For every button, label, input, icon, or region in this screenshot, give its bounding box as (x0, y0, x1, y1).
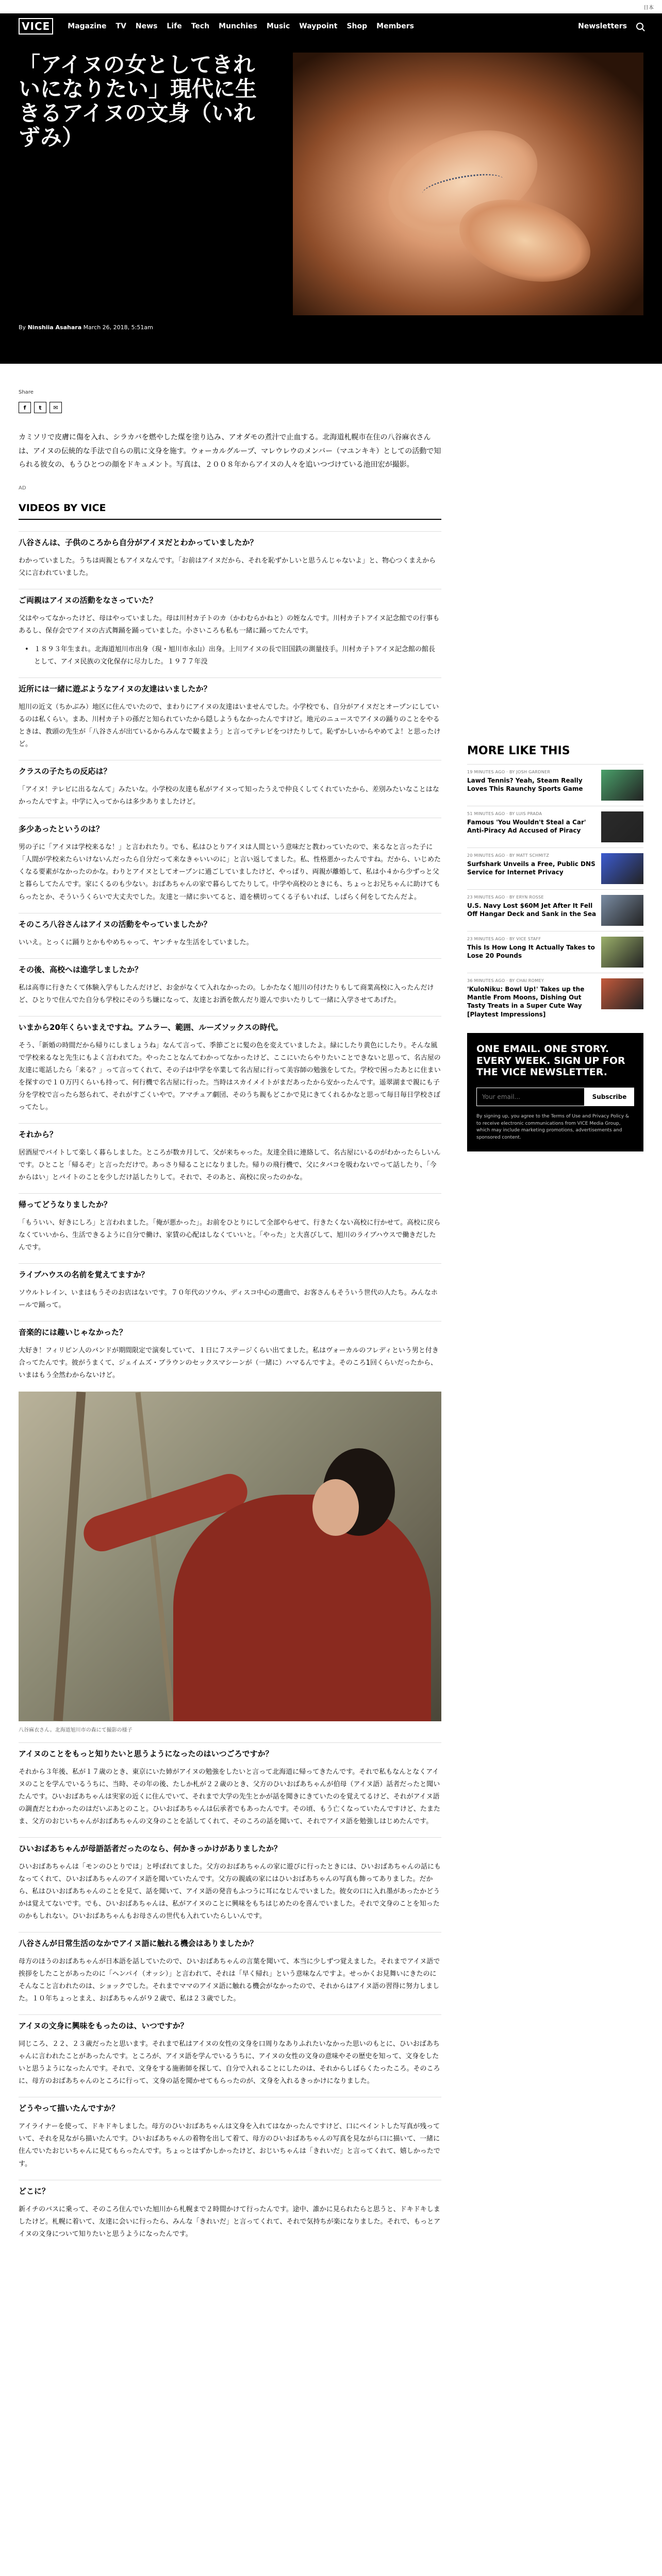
item-text (467, 853, 597, 884)
interview-answer: 大好き！フィリピン人のバンドが期間限定で演奏していて、１日に７ステージくらい出てました。私はヴォーカルのフレディという男と付き合ってたんです。彼がうまくて、ジェイムズ・ブラウンのセックスマシーンが（一緒に）ハマるんですよ。そのころ1回くらいだったから、いまはもう全然わからないけど。 (19, 1347, 439, 1380)
item-thumbnail[interactable] (601, 770, 643, 801)
interview-answer: ひいおばあちゃんは「モンのひとりでは」と呼ばれてました。父方のおばあちゃんの家に遊びに行ったときには、ひいおばあちゃんの話にもなってくれて、ひいおばあちゃんのアイヌ語を聞いていたんです。父方の親戚の家にはひいおばあちゃんの写真も飾ってありました。だから、私はひいおばあちゃんのことを見て、話を聞いて、アイヌ語の発音もふつうに耳になじんでいました。彼女の口に入れ墨があったかどうかは覚えてないです。でも、ひいおばあちゃんは、私がアイヌのことに興味をもちはじめたのを喜んでいました。それで文身のことを知ったのかもしれない。ひいおばあちゃんもお母さんの世代も入れていたらしいんです。 (19, 1862, 441, 1920)
newsletters-link[interactable]: Newsletters (578, 22, 627, 30)
signup-heading: ONE EMAIL. ONE STORY. EVERY WEEK. SIGN UP FOR THE VICE NEWSLETTER. (476, 1043, 625, 1078)
article-body (19, 431, 441, 2247)
item-title[interactable]: This Is How Long It Actually Takes to Lose 20 Pounds (467, 944, 595, 960)
item-thumbnail[interactable] (601, 978, 643, 1009)
top-nav (0, 13, 662, 39)
signup-form (476, 1088, 634, 1106)
item-text (467, 811, 597, 842)
item-thumbnail[interactable] (601, 811, 643, 842)
item-thumbnail[interactable] (601, 937, 643, 968)
item-meta: 23 MINUTES AGO · BY VICE STAFF (467, 937, 541, 942)
interview-answer: それから３年後、私が１７歳のとき、東京にいた姉がアイヌの勉強をしたいと言って北海道に帰ってきたんです。それで私もなんとなくアイヌのことを学んでいるうちに、当時、その年の後、たしか札が２２歳のとき、父方のひいおばあちゃんが伯母（アイヌ語）話者だったと聞いたんです。ひいおばあちゃんは実家の近くに住んでいて、それまで大学の先生とかが話を聞きにきていたのを覚えてるけど、それがアイヌ語の調査だとわかったのはだいぶあとのこと。ひいおばあちゃんは伝承者でもあったんです。その頃、もう亡くなっていたんですけど、たまたま、父方のおじいちゃんがおばあちゃんの文身のことを話してくれて、そのころの話を聞いて、それでアイヌ語を勉強しはじめたんです。 (19, 1768, 440, 1825)
interview-section-2 (19, 677, 441, 1382)
more-like-this-item[interactable] (467, 764, 643, 806)
newsletter-signup (467, 1033, 643, 1151)
photo-tree (136, 1392, 175, 1721)
sidebar (467, 745, 643, 1151)
interview-question: 帰ってどうなりましたか？ (19, 1193, 441, 1210)
interview-answer: 新イチのバスに乗って、そのころ住んでいた旭川から札幌まで２時間かけて行ったんです。途中、誰かに見られたらと思うと、ドキドキしましたけど。札幌に着いて、友達に会いに行ったら、みんな「きれいだ」と言ってくれて、それで気持ちが楽になりました。それで、もっとアイヌの文身について知りたいと思うようになったんです。 (19, 2205, 441, 2238)
photo-tree (54, 1392, 86, 1721)
article-photo (19, 1392, 441, 1721)
item-title[interactable]: 'KuloNiku: Bowl Up!' Takes up the Mantle From Moons, Dishing Out Tasty Treats in a Super Cute Way [Playtest Impressions] (467, 986, 585, 1018)
more-like-this-heading: MORE LIKE THIS (467, 744, 570, 757)
more-like-this-item[interactable] (467, 889, 643, 931)
interview-question: その後、高校へは進学しましたか？ (19, 958, 441, 975)
email-icon[interactable]: ✉ (49, 402, 62, 413)
nav-link-music[interactable]: Music (266, 22, 290, 30)
nav-link-shop[interactable]: Shop (346, 22, 368, 30)
nav-link-waypoint[interactable]: Waypoint (299, 22, 338, 30)
item-text (467, 770, 597, 801)
item-text (467, 937, 597, 968)
ad-marker: AD (19, 485, 26, 491)
interview-question: アイヌの文身に興味をもったのは、いつですか？ (19, 2014, 441, 2031)
item-title[interactable]: U.S. Navy Lost $60M Jet After It Fell Off Hangar Deck and Sank in the Sea (467, 902, 597, 918)
more-like-this-item[interactable] (467, 931, 643, 973)
item-text (467, 895, 597, 926)
article-title: 「アイヌの女としてきれいになりたい」現代に生きるアイヌの文身（いれずみ） (19, 52, 257, 150)
interview-answer: 私は高専に行きたくて体験入学もしたんだけど、お金がなくて入れなかったの。しかたなく旭川の付けたりもして商業高校に入ったんだけど、ひとりで住んでた自分も学校にそのうち嫌になって、友達とお酒を飲んだり遊んで歩いたりして一緒に入学させてあげた。 (19, 984, 434, 1004)
vice-logo[interactable]: VICE (19, 18, 53, 35)
interview-question: 八谷さんは、子供のころから自分がアイヌだとわかっていましたか？ (19, 531, 441, 548)
share-buttons (19, 402, 62, 413)
videos-by-vice-heading[interactable]: VIDEOS BY VICE (19, 502, 441, 520)
more-like-this-item[interactable] (467, 806, 643, 848)
footnote-bullet: • １８９３年生まれ。北海道旭川市出身（現・旭川市永山）出身。上川アイヌの長で旧国鉄の測量技手。川村カ子トアイヌ記念館の館長として、アイヌ民族の文化保存に尽力した。１９７７年没 (19, 643, 441, 668)
item-title[interactable]: Surfshark Unveils a Free, Public DNS Service for Internet Privacy (467, 860, 595, 876)
interview-answer: わかっていました。うちは両親ともアイヌなんです。「お前はアイヌだから、それを恥ずかしいと思うんじゃないよ」と、物心つくまえから父に言われていました。 (19, 556, 436, 577)
interview-answer: 同じころ、２２、２３歳だったと思います。それまで私はアイヌの女性の文身を口周りなありふれたいなかった思いのもとに、ひいおばあちゃんに言われたことがあったんです。ところが、アイヌ語を学んでいるうちに、アイヌの女性の文身の意味やその歴史を知って、文身をしたいと思うようになったんです。それで、文身をする施術師を探して、自分で入れることにしたのは、それからしばらくたったころ。そのころに、母方のおばあちゃんのところに行って、文身の話を聞かせてもらったのが、文身を入れるきっかけになりました。 (19, 2040, 440, 2086)
interview-section-1 (19, 531, 441, 637)
item-meta: 51 MINUTES AGO · BY LUIS PRADA (467, 811, 542, 817)
nav-links (68, 22, 414, 30)
item-meta: 36 MINUTES AGO · BY CHAI ROMEY (467, 978, 544, 984)
interview-question: ひいおばあちゃんが母語話者だったのなら、何かきっかけがありましたか？ (19, 1837, 441, 1854)
interview-question: 多少あったというのは？ (19, 818, 441, 834)
nav-link-tech[interactable]: Tech (191, 22, 210, 30)
item-thumbnail[interactable] (601, 895, 643, 926)
interview-question: 音楽的には趣いじゃなかった？ (19, 1321, 441, 1337)
byline-prefix: By (19, 324, 26, 331)
item-title[interactable]: Famous 'You Wouldn't Steal a Car' Anti-Piracy Ad Accused of Piracy (467, 819, 586, 835)
hero (0, 39, 662, 364)
subscribe-button[interactable]: Subscribe (585, 1088, 634, 1106)
interview-question: ご両親はアイヌの活動をなさっていた？ (19, 589, 441, 605)
twitter-icon[interactable]: t (34, 402, 46, 413)
region-strip (0, 0, 662, 13)
interview-question: ライブハウスの名前を覚えてますか？ (19, 1263, 441, 1280)
interview-question: アイヌのことをもっと知りたいと思うようになったのはいつごろですか？ (19, 1742, 441, 1759)
item-text (467, 978, 597, 1019)
item-meta: 20 MINUTES AGO · BY MATT SCHMITZ (467, 853, 550, 858)
interview-section-3 (19, 1742, 441, 2241)
byline (19, 324, 153, 331)
photo-face (312, 1479, 359, 1536)
email-input[interactable] (476, 1088, 585, 1106)
signup-legal: By signing up, you agree to the Terms of Use and Privacy Policy & to receive electronic communications from VICE Media Group, which may include marketing promotions, advertisements and sponsored content. (476, 1114, 630, 1140)
interview-answer: ソウルトレイン、いまはもうそのお店はないです。７０年代のソウル、ディスコ中心の選曲で、お客さんもそういう世代の人たち。みんなホールで踊って。 (19, 1289, 438, 1310)
interview-answer: アイライナーを使って、ドキドキしました。母方のひいおばあちゃんは文身を入れてはなかったんですけど、口にペイントした写真が残っていて、それを見ながら描いたんです。ひいおばあちゃんの着物を出して着て、母方のひいおばあちゃんの写真を見ながら口に描いて、一緒に住んでいたおじいちゃんに見てもらったんです。ちょっとはずかしかったけど、おじいちゃんは「きれいだ」と言ってくれて、嬉しかったです。 (19, 2123, 440, 2168)
interview-question: それから？ (19, 1123, 441, 1140)
nav-right (578, 22, 643, 30)
interview-question: どこに？ (19, 2180, 441, 2196)
nav-link-magazine[interactable]: Magazine (68, 22, 107, 30)
item-meta: 19 MINUTES AGO · BY JOSH GARDNER (467, 770, 551, 775)
publish-date: March 26, 2018, 5:51am (83, 324, 153, 331)
interview-answer: 男の子に「アイヌは学校来るな！」と言われたり。でも、私はひとりアイヌは人間という意味だと教わっていたので、来るなと言った子に「人間が学校来たらいけないんだったら自分だって来なきゃいいのに」と言い返してました。私、性格悪かったんですね。だから、いじめたくなる要素がなかったのかな。わりとアイヌとしてオープンに過ごしていましたけど、やっぱり、両親が離婚して、私は小４から少ずっと父と暮らしてたんです。家にくるのも少ない。おばあちゃんの家で暮らしてたりして。中学や高校のときにも、ちょっとお兄ちゃんに助けてもらったとか、そういうくらいで大丈夫でした。友達と一緒に歩いてると、道を横切ってくる子もいれば、しばらく何をしてたんだよ。 (19, 843, 441, 901)
facebook-icon[interactable]: f (19, 402, 31, 413)
article-lede: カミソリで皮膚に傷を入れ、シラカバを燃やした煤を塗り込み、アオダモの煮汁で止血する。北海道札幌市在住の八谷麻衣さんは、アイヌの伝統的な手法で自らの肌に文身を施す。ウォーカルグループ、マレウレウのメンバー（マユンキキ）としての活動で知られる彼女の、もうひとつの顔をドキュメント。写真は、２００８年からアイヌの人々を追いつづけている池田宏が撮影。 (19, 433, 441, 469)
item-meta: 23 MINUTES AGO · BY ERYN ROSSE (467, 895, 544, 900)
search-icon[interactable] (636, 23, 643, 30)
interview-answer: 旭川の近文（ちかぶみ）地区に住んでいたので、まわりにアイヌの友達はいませんでした。小学校でも、自分がアイヌだとオープンにしているのは私くらい。まあ、川村カ子トの孫だと知られていたから隠しようもなかったんですけど。地元のニュースでアイヌの踊りのことをやるときは、教頭の先生が「八谷さんが出ているからみんなで観まよう」と言ってテレビをつけたりして。恥ずかしいからやめてよ！と思ったけど。 (19, 703, 441, 749)
share-label: Share (19, 389, 34, 395)
item-title[interactable]: Lawd Tennis? Yeah, Steam Really Loves This Raunchy Sports Game (467, 777, 583, 793)
nav-link-tv[interactable]: TV (115, 22, 126, 30)
interview-question: クラスの子たちの反応は？ (19, 760, 441, 776)
interview-question: 八谷さんが日常生活のなかでアイヌ語に触れる機会はありましたか？ (19, 1932, 441, 1948)
interview-question: 近所には一緒に遊ぶようなアイヌの友達はいましたか？ (19, 677, 441, 694)
interview-question: どうやって描いたんですか？ (19, 2097, 441, 2113)
more-like-this-item[interactable] (467, 973, 643, 1024)
interview-answer: 「アイヌ！テレビに出るなんて」みたいな。小学校の友達も私がアイヌって知ったうえで仲良くしてくれていたから、差別みたいなことはなかったんですよ。中学に入ってからは多少ありましたけど。 (19, 786, 439, 806)
interview-answer: そう、「新婚の時間だから帰りにしましょうね」なんて言って、季節ごとに髪の色を変えていましたよ。緑にしたり黄色にしたり。そんな風で学校来るなと先生にもよく言われてた。やったことなんてわかってなかったけど、ここにいたらやりたいことできないと思って、名古屋の友達に電話したら「来る？」って言ってくれて、その子は中学を卒業して名古屋に行って美容師の勉強をしてた。学校で困ったあとに住まいを探すので１０万円くらいも持って、何行機で名古屋に行った。当時はスカイメイトがまだあったから安かったんです。遥翠湖まで親にも子分を学校で言ったら怒られて、それがすごくいやで。アマチュア劇団、そのうち親もどこかで見にきてくれるかなと思って毎日毎日学校さぼってたし。 (19, 1041, 441, 1111)
more-like-this-item[interactable] (467, 848, 643, 889)
interview-question: いまから20年くらいまえですね。アムラー、範囲、ルーズソックスの時代。 (19, 1016, 441, 1032)
photo-caption: 八谷麻衣さん。北海道旭川市の森にて撮影の様子 (19, 1727, 133, 1733)
nav-link-munchies[interactable]: Munchies (219, 22, 257, 30)
author-link[interactable]: Ninshiia Asahara (27, 324, 82, 331)
interview-answer: 母方のほうのおばあちゃんが日本語を話していたので、ひいおばあちゃんの言葉を聞いて、本当に少しずつ覚えました。それまでアイヌ語で挨拶をしたことがあったのに「ヘンパイ（オッシ）」と言われて、それは「早く帰れ」という意味なんですよ。せっかくお見舞いにきたのにそんなこと言われたのは、ショックでした。それまでママのアイヌ語に触れる機会がなかったので、それからはアイヌ語の習得に努力しました。１０年ちょっとまえ、おばあちゃんが９２歳で、私は２３歳でした。 (19, 1957, 440, 2003)
interview-answer: 「もういい、好きにしろ」と言われました。「俺が悪かった」。お前をひとりにして全部やらせて、行きたくない高校に行かせて。高校に戻らなくていいから、生活できるように自分で働け、家賃の心配はしなくていいと。「やった」と大喜びして、旭川のライブハウスで働きだしたんです。 (19, 1219, 441, 1252)
interview-answer: 父はやってなかったけど、母はやっていました。母は川村カ子トのカ（かわむらかねと）の姪なんです。川村カ子トアイヌ記念館での行事もあるし、保存会でアイヌの古式舞踊を踊っていました。小さいころも私も一緒に踊ってたんです。 (19, 614, 440, 635)
nav-link-news[interactable]: News (135, 22, 158, 30)
item-thumbnail[interactable] (601, 853, 643, 884)
interview-answer: いいえ。とっくに踊りとかもやめちゃって、ヤンチャな生活をしていました。 (19, 938, 253, 946)
interview-answer: 居酒屋でバイトして楽しく暮らしました。ところが数カ月して、父が来ちゃった。友達全員に連絡して、名古屋にいるのがわかったらしいんです。ひとこと「帰るぞ」と言っただけで。あっさり帰ることになりました。帰りの飛行機で、父にタバコを吸わないでって話したり、「今からはい」とバイトのことを少しだけ話したりして。それで、そのあと、高校に戻ったのかな。 (19, 1149, 441, 1182)
more-like-this-list (467, 764, 643, 1024)
nav-link-members[interactable]: Members (376, 22, 414, 30)
photo-person (173, 1495, 431, 1721)
region-label[interactable]: 日本 (643, 5, 654, 11)
interview-question: そのころ八谷さんはアイヌの活動をやっていましたか？ (19, 913, 441, 929)
nav-link-life[interactable]: Life (167, 22, 182, 30)
hero-image (293, 53, 643, 315)
